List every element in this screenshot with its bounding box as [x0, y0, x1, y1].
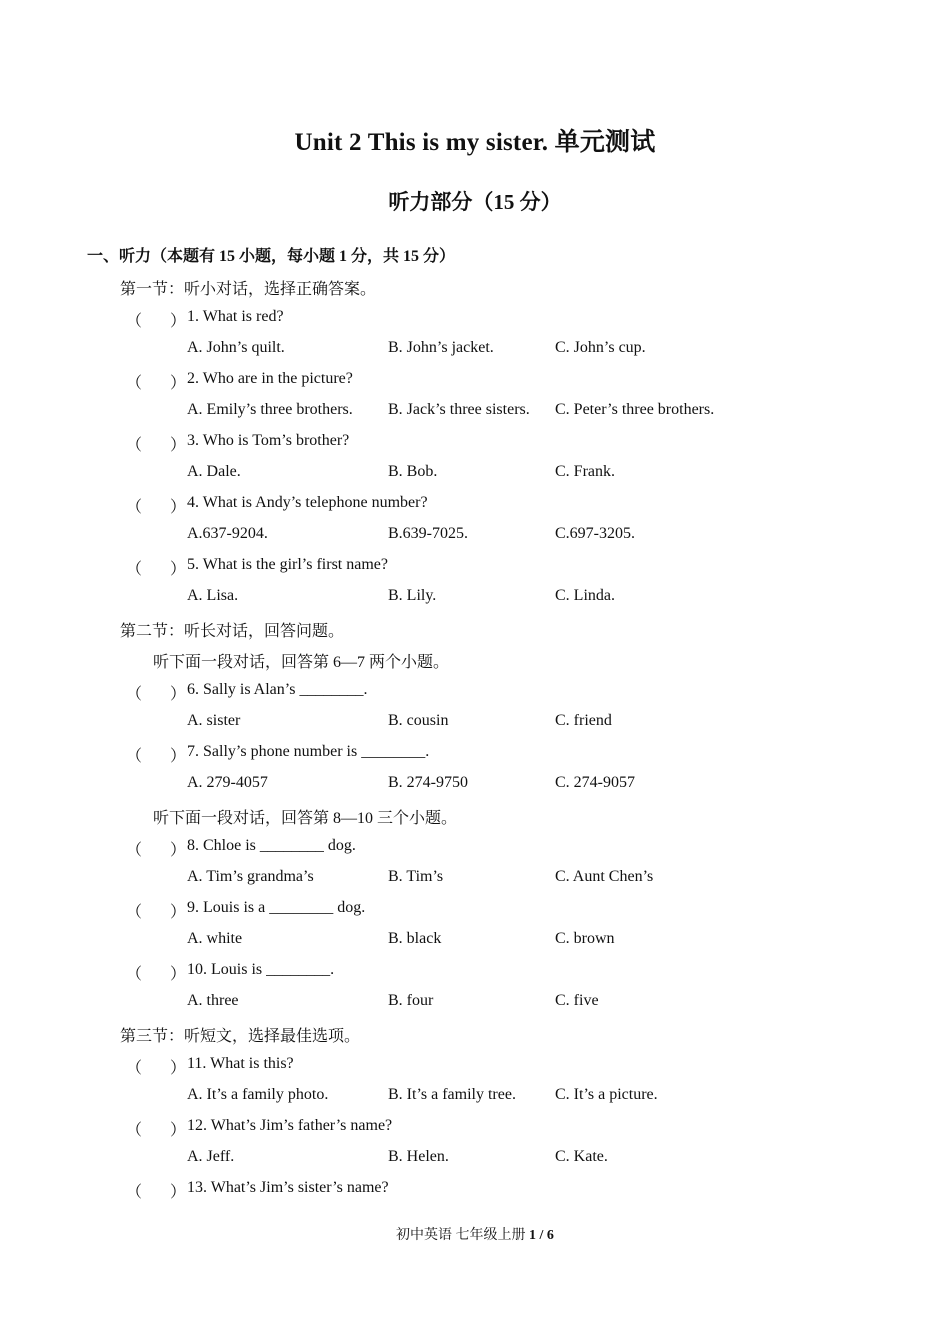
answer-paren-left: （	[126, 313, 143, 330]
question-7-options	[0, 774, 950, 798]
question-stem: 12. What’s Jim’s father’s name?	[187, 1117, 393, 1134]
question-2-options	[0, 401, 950, 425]
option-a: A. It’s a family photo.	[187, 1086, 329, 1103]
question-8-options	[0, 868, 950, 892]
answer-paren-right: ）	[170, 437, 187, 454]
question-3-options	[0, 463, 950, 487]
answer-paren-right: ）	[170, 748, 187, 765]
option-b: B. Tim’s	[388, 868, 444, 885]
question-1	[0, 308, 950, 332]
answer-paren-right: ）	[170, 1122, 187, 1139]
answer-paren-left: （	[126, 1184, 143, 1201]
question-11-options	[0, 1086, 950, 1110]
answer-paren-left: （	[126, 1060, 143, 1077]
option-c: C. Linda.	[555, 587, 615, 604]
option-a: A.637-9204.	[187, 525, 268, 542]
option-c: C. Kate.	[555, 1148, 608, 1165]
question-stem: 1. What is red?	[187, 308, 284, 325]
question-12-options	[0, 1148, 950, 1172]
option-c: C.697-3205.	[555, 525, 635, 542]
option-b: B.639-7025.	[388, 525, 468, 542]
answer-paren-right: ）	[170, 499, 187, 516]
answer-paren-left: （	[126, 561, 143, 578]
answer-paren-left: （	[126, 437, 143, 454]
option-c: C. Frank.	[555, 463, 615, 480]
question-stem: 13. What’s Jim’s sister’s name?	[187, 1179, 389, 1196]
question-stem: 9. Louis is a ________ dog.	[187, 899, 366, 916]
option-a: A. three	[187, 992, 239, 1009]
question-12	[0, 1117, 950, 1141]
option-a: A. Tim’s grandma’s	[187, 868, 314, 885]
option-a: A. John’s quilt.	[187, 339, 285, 356]
part-heading-2: 第二节：听长对话，回答问题。	[120, 623, 345, 640]
question-stem: 11. What is this?	[187, 1055, 294, 1072]
question-13	[0, 1179, 950, 1203]
part-heading-3: 第三节：听短文，选择最佳选项。	[120, 1028, 361, 1045]
answer-paren-left: （	[126, 499, 143, 516]
answer-paren-right: ）	[170, 1184, 187, 1201]
answer-paren-right: ）	[170, 561, 187, 578]
question-1-options	[0, 339, 950, 363]
option-b: B. 274-9750	[388, 774, 468, 791]
option-c: C. Aunt Chen’s	[555, 868, 654, 885]
question-6	[0, 681, 950, 705]
section-subtitle: 听力部分（15 分）	[388, 190, 562, 214]
option-a: A. Lisa.	[187, 587, 239, 604]
option-a: A. white	[187, 930, 243, 947]
option-b: B. black	[388, 930, 442, 947]
question-9	[0, 899, 950, 923]
option-b: B. John’s jacket.	[388, 339, 494, 356]
answer-paren-left: （	[126, 375, 143, 392]
question-9-options	[0, 930, 950, 954]
option-c: C. friend	[555, 712, 612, 729]
option-a: A. sister	[187, 712, 241, 729]
question-8	[0, 837, 950, 861]
answer-paren-left: （	[126, 686, 143, 703]
answer-paren-right: ）	[170, 1060, 187, 1077]
section-heading: 一、听力（本题有 15 小题，每小题 1 分，共 15 分）	[87, 248, 456, 265]
option-a: A. 279-4057	[187, 774, 268, 791]
document-title: Unit 2 This is my sister. 单元测试	[294, 129, 656, 156]
option-a: A. Emily’s three brothers.	[187, 401, 353, 418]
question-7	[0, 743, 950, 767]
question-stem: 10. Louis is ________.	[187, 961, 335, 978]
part2-intro-a: 听下面一段对话，回答第 6—7 两个小题。	[153, 654, 450, 671]
option-b: B. cousin	[388, 712, 449, 729]
question-stem: 3. Who is Tom’s brother?	[187, 432, 350, 449]
question-stem: 7. Sally’s phone number is ________.	[187, 743, 430, 760]
question-5	[0, 556, 950, 580]
option-a: A. Jeff.	[187, 1148, 235, 1165]
question-stem: 4. What is Andy’s telephone number?	[187, 494, 428, 511]
option-c: C. Peter’s three brothers.	[555, 401, 715, 418]
option-b: B. Jack’s three sisters.	[388, 401, 530, 418]
question-11	[0, 1055, 950, 1079]
answer-paren-left: （	[126, 904, 143, 921]
part-heading-1: 第一节：听小对话，选择正确答案。	[120, 281, 377, 298]
option-c: C. It’s a picture.	[555, 1086, 658, 1103]
question-stem: 5. What is the girl’s first name?	[187, 556, 388, 573]
question-stem: 2. Who are in the picture?	[187, 370, 353, 387]
option-b: B. Lily.	[388, 587, 437, 604]
option-a: A. Dale.	[187, 463, 241, 480]
answer-paren-left: （	[126, 966, 143, 983]
option-c: C. 274-9057	[555, 774, 635, 791]
answer-paren-right: ）	[170, 375, 187, 392]
page-number: 1 / 6	[529, 1228, 554, 1243]
answer-paren-right: ）	[170, 904, 187, 921]
option-b: B. It’s a family tree.	[388, 1086, 516, 1103]
option-c: C. brown	[555, 930, 615, 947]
answer-paren-left: （	[126, 842, 143, 859]
answer-paren-right: ）	[170, 686, 187, 703]
question-6-options	[0, 712, 950, 736]
question-stem: 8. Chloe is ________ dog.	[187, 837, 356, 854]
answer-paren-left: （	[126, 1122, 143, 1139]
option-b: B. Bob.	[388, 463, 438, 480]
question-4	[0, 494, 950, 518]
question-5-options	[0, 587, 950, 611]
answer-paren-right: ）	[170, 313, 187, 330]
option-c: C. five	[555, 992, 599, 1009]
option-b: B. Helen.	[388, 1148, 449, 1165]
question-3	[0, 432, 950, 456]
option-b: B. four	[388, 992, 434, 1009]
page-footer	[0, 1224, 950, 1244]
question-10-options	[0, 992, 950, 1016]
answer-paren-left: （	[126, 748, 143, 765]
part2-intro-b: 听下面一段对话，回答第 8—10 三个小题。	[153, 810, 458, 827]
question-2	[0, 370, 950, 394]
option-c: C. John’s cup.	[555, 339, 646, 356]
question-4-options	[0, 525, 950, 549]
answer-paren-right: ）	[170, 966, 187, 983]
question-stem: 6. Sally is Alan’s ________.	[187, 681, 368, 698]
footer-text: 初中英语 七年级上册	[396, 1228, 530, 1243]
question-10	[0, 961, 950, 985]
answer-paren-right: ）	[170, 842, 187, 859]
